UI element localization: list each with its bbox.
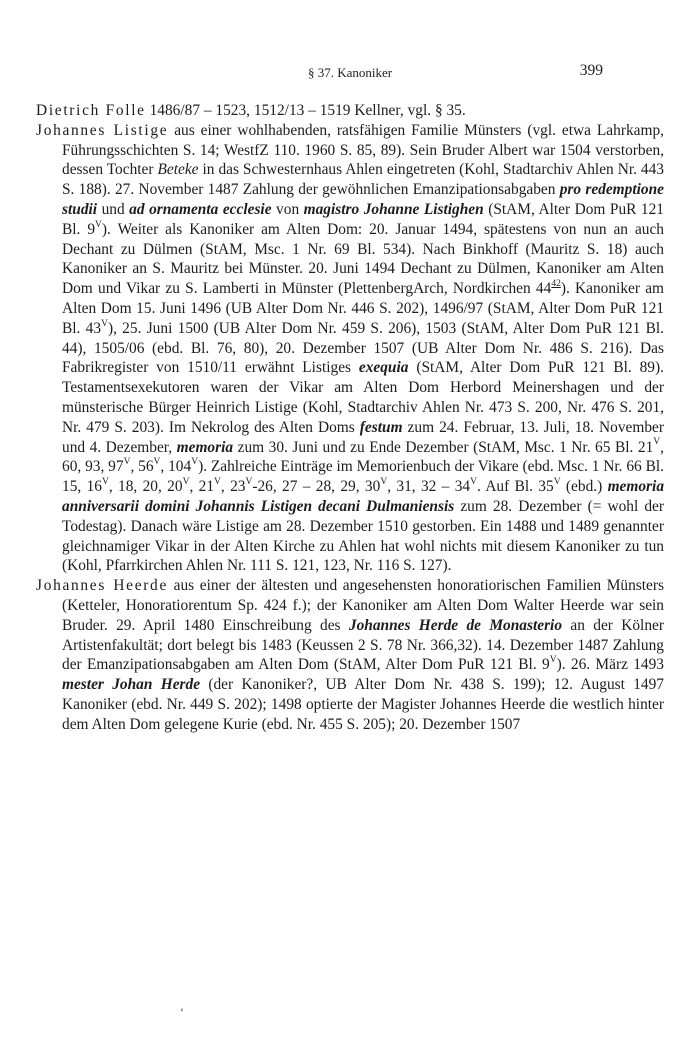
page-number: 399 — [579, 62, 603, 79]
entry-name: Johannes Listige — [36, 121, 169, 139]
text-run: in das Schwesternhaus Ahlen eingetreten (Kohl, Stadtarchiv Ahlen Nr. 443 S. 188). 27. November 1487 Zahlung der gewöhnlichen Emanzipationsabgaben — [62, 161, 665, 199]
stray-mark: ‘ — [180, 1005, 184, 1019]
text-run: von — [271, 200, 304, 218]
emphasis-text: Beteke — [157, 161, 199, 179]
superscript: 42 — [551, 279, 561, 290]
emphasis-text: memoria — [176, 438, 234, 456]
entry-johannes-heerde — [36, 576, 664, 734]
text-run: (StAM, Alter Dom PuR 121 Bl. 89). Testamentsexekutoren waren der Vikar am Alten Dom Herbord Meinershagen und der münsterische Bürger Heinrich Listige (Kohl, Stadtarchiv Ahlen Nr. 473 S. 200, Nr. 476 S. 201, Nr. 479 S. 203). Im Nekrolog des Alten Doms — [62, 359, 664, 436]
superscript: V — [245, 477, 253, 488]
superscript: V — [553, 477, 561, 488]
text-run: an der Kölner Artistenfakultät; dort belegt bis 1483 (Keussen 2 S. 78 Nr. 366,32). 14. Dezember 1487 Zahlung der Emanzipationsabgaben am Alten Dom (StAM, Alter Dom PuR 121 Bl. 9 — [62, 616, 664, 674]
superscript: V — [549, 655, 557, 666]
text-run: ). Kanoniker am Alten Dom 15. Juni 1496 (UB Alter Dom Nr. 446 S. 202), 1496/97 (StAM, Alter Dom PuR 121 Bl. 43 — [62, 280, 665, 337]
emphasis-text: ad ornamenta ecclesie — [129, 200, 272, 218]
entry-body — [62, 577, 664, 733]
emphasis-text: memoria anniversarii domini Johannis Listigen decani Dulmaniensis — [62, 478, 665, 515]
text-run: , 104 — [160, 458, 192, 476]
text-run: ). 26. März 1493 — [556, 656, 665, 674]
superscript: V — [380, 477, 388, 488]
entry-body — [62, 122, 664, 575]
superscript: V — [101, 477, 109, 488]
superscript: V — [95, 219, 102, 230]
emphasis-text: pro redemptione studii — [62, 181, 664, 218]
text-run: . Auf Bl. 35 — [476, 478, 554, 496]
superscript: V — [191, 457, 199, 468]
superscript: V — [214, 477, 221, 488]
text-run: 1486/87 – 1523, 1512/13 – 1519 Kellner, vgl. § 35. — [145, 102, 466, 119]
superscript: V — [123, 457, 131, 468]
text-run: , 60, 93, 97 — [62, 438, 664, 476]
text-run: ). Zahlreiche Einträge im Memorienbuch der Vikare (ebd. Msc. 1 Nr. 66 Bl. 15, 16 — [62, 458, 664, 496]
text-run: (ebd.) — [560, 478, 608, 496]
superscript: V — [101, 318, 108, 329]
text-run: zum 24. Februar, 13. Juli, 18. November und 4. Dezember, — [62, 418, 664, 456]
entry-johannes-listige — [36, 121, 664, 576]
text-run: (der Kanoniker?, UB Alter Dom Nr. 438 S. 199); 12. August 1497 Kanoniker (ebd. Nr. 449 S. 202); 1498 optierte der Magister Johannes Heerde die westlich hinter dem Alten Dom gelegene Kurie (ebd. Nr. 455 S. 205); 20. Dezember 1507 — [62, 676, 664, 733]
emphasis-text: exequia — [358, 359, 409, 377]
entry-dietrich-folle — [36, 101, 664, 121]
superscript: V — [153, 457, 161, 468]
text-run: aus einer wohlhabenden, ratsfähigen Familie Münsters (vgl. etwa Lahrkamp, Führungsschichten S. 14; WestfZ 110. 1960 S. 85, 89). Sein Bruder Albert war 1504 verstorben, dessen Tochter — [62, 121, 664, 179]
emphasis-text: mester Johan Herde — [62, 676, 201, 694]
entry-body — [146, 102, 466, 119]
emphasis-text: festum — [359, 418, 403, 436]
text-run: ), 25. Juni 1500 (UB Alter Dom Nr. 459 S. 206), 1503 (StAM, Alter Dom PuR 121 Bl. 44), 1505/06 (ebd. Bl. 76, 80), 20. Dezember 1507 (UB Alter Dom Nr. 486 S. 216). Das Fabrikregister von 1510/11 erwähnt Listiges — [62, 319, 664, 377]
text-run: , 23 — [220, 478, 246, 496]
entry-name: Dietrich Folle — [36, 102, 146, 119]
text-run: , 18, 20, 20 — [108, 478, 183, 496]
superscript: V — [470, 477, 477, 488]
text-run: (StAM, Alter Dom PuR 121 Bl. 9 — [62, 200, 664, 238]
text-run: zum 28. Dezember (= wohl der Todestag). Danach wäre Listige am 28. Dezember 1510 gestorben. Ein 1488 und 1489 genannter gleichnamiger Vikar in der Alten Kirche zu Ahlen hat wohl nichts mit diesem Kanoniker zu tun (Kohl, Pfarrkirchen Ahlen Nr. 111 S. 121, 123, Nr. 116 S. 127). — [62, 497, 664, 575]
text-run: , 21 — [189, 478, 215, 496]
text-run: zum 30. Juni und zu Ende Dezember (StAM, Msc. 1 Nr. 65 Bl. 21 — [233, 438, 654, 456]
running-head — [0, 62, 700, 84]
superscript: V — [182, 477, 190, 488]
text-run: , 31, 32 – 34 — [387, 478, 471, 496]
entry-name: Johannes Heerde — [36, 577, 168, 595]
running-title: § 37. Kanoniker — [307, 65, 393, 80]
body-text — [36, 101, 664, 735]
emphasis-text: magistro Johanne Listighen — [303, 200, 484, 218]
emphasis-text: Johannes Herde de Monasterio — [348, 616, 563, 634]
text-run: ). Weiter als Kanoniker am Alten Dom: 20. Januar 1494, spätestens von nun an auch Dechant zu Dülmen (StAM, Msc. 1 Nr. 69 Bl. 534). Nach Binkhoff (Mauritz S. 18) auch Kanoniker an S. Mauritz bei Münster. 20. Juni 1494 Dechant zu Dülmen, Kanoniker am Alten Dom und Vikar zu S. Lamberti in Münster (PlettenbergArch, Nordkirchen 44 — [62, 220, 664, 298]
text-run: -26, 27 – 28, 29, 30 — [252, 478, 381, 496]
text-run: aus einer der ältesten und angesehensten honoratiorischen Familien Münsters (Ketteler, Honoratiorentum Sp. 424 f.); der Kanoniker am Alten Dom Walter Heerde war sein Bruder. 29. April 1480 Einschreibung des — [62, 577, 664, 634]
text-run: , 56 — [130, 458, 154, 476]
text-run: und — [97, 200, 130, 218]
superscript: V — [653, 437, 661, 448]
